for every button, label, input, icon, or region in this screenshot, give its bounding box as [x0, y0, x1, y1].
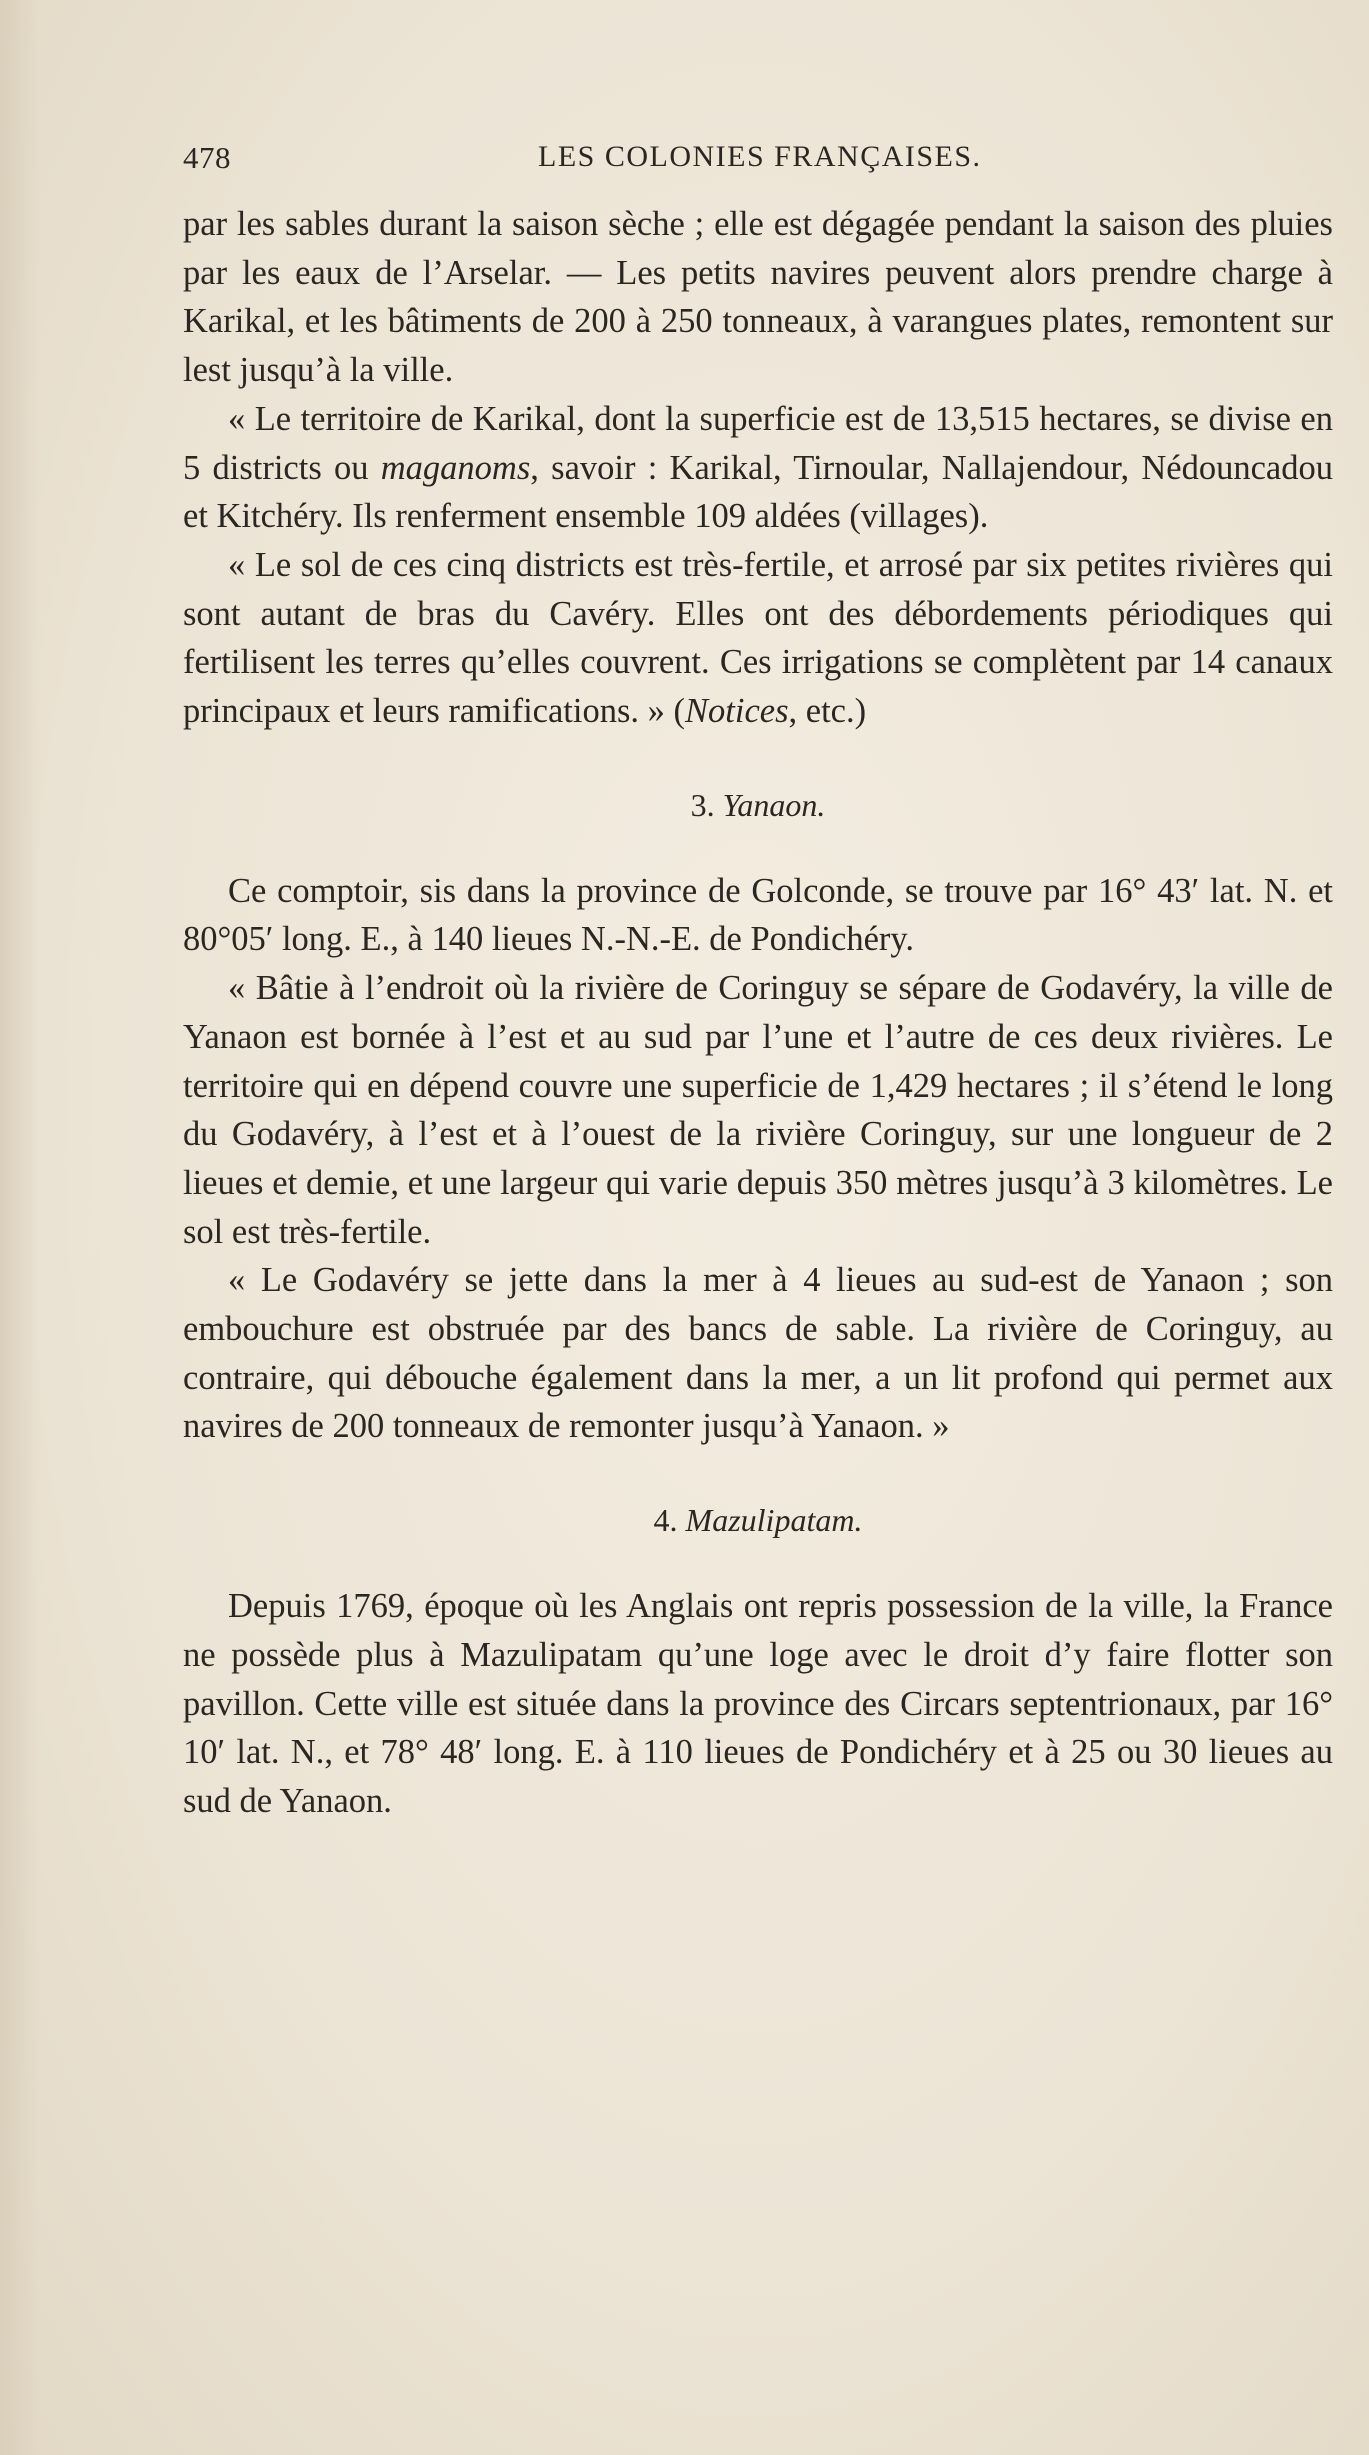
- section-4-number: 4.: [653, 1502, 686, 1539]
- section-heading-yanaon: [183, 781, 1333, 829]
- paragraph-6: « Le Godavéry se jette dans la mer à 4 lieues au sud-est de Yanaon ; son embouchure est obstruée par des bancs de sable. La rivière de Coringuy, au contraire, qui débouche également dans la mer, a un lit profond qui permet aux navires de 200 tonneaux de remonter jusqu’à Yanaon. »: [183, 1261, 1333, 1446]
- section-3-title: Yanaon.: [722, 786, 826, 823]
- body-text: [183, 200, 1333, 1826]
- running-title: LES COLONIES FRANÇAISES.: [538, 140, 982, 173]
- paragraph-2-part-b: , savoir : Karikal, Tirnoular, Nallajendour, Nédouncadou et Kitchéry. Ils renferment ensemble 109 aldées (villages).: [183, 448, 1333, 536]
- paragraph-3-italic: Notices: [685, 692, 789, 731]
- page-gutter-shadow: [0, 0, 40, 2455]
- paragraph-3-part-a: « Le sol de ces cinq districts est très-fertile, et arrosé par six petites rivières qui sont autant de bras du Cavéry. Elles ont des débordements périodiques qui fertilisent les terres qu’elles couvrent. Ces irrigations se complètent par 14 canaux principaux et leurs ramifications. » (: [183, 545, 1333, 731]
- paragraph-4: Ce comptoir, sis dans la province de Golconde, se trouve par 16° 43′ lat. N. et 80°05′ long. E., à 140 lieues N.-N.-E. de Pondichéry.: [183, 871, 1333, 959]
- paragraph-2-part-a: « Le territoire de Karikal, dont la superficie est de 13,515 hectares, se divise en 5 districts ou: [183, 399, 1333, 487]
- section-4-title: Mazulipatam.: [685, 1502, 863, 1539]
- paragraph-2: [183, 395, 1333, 541]
- paragraph-3: [183, 541, 1333, 736]
- page-number: 478: [183, 140, 231, 175]
- section-3-number: 3.: [690, 786, 723, 823]
- paragraph-1: par les sables durant la saison sèche ; elle est dégagée pendant la saison des pluies par les eaux de l’Arselar. — Les petits navires peuvent alors prendre charge à Karikal, et les bâtiments de 200 à 250 tonneaux, à varangues plates, remontent sur lest jusqu’à la ville.: [183, 205, 1333, 390]
- paragraph-3-part-b: , etc.): [788, 692, 867, 731]
- paragraph-2-italic: maganoms: [380, 448, 531, 487]
- section-heading-mazulipatam: [183, 1496, 1333, 1544]
- page-header: [183, 140, 1333, 190]
- paragraph-5: « Bâtie à l’endroit où la rivière de Coringuy se sépare de Godavéry, la ville de Yanaon est bornée à l’est et au sud par l’une et l’autre de ces deux rivières. Le territoire qui en dépend couvre une superficie de 1,429 hectares ; il s’étend le long du Godavéry, à l’est et à l’ouest de la rivière Coringuy, sur une longueur de 2 lieues et demie, et une largeur qui varie depuis 350 mètres jusqu’à 3 kilomètres. Le sol est très-fertile.: [183, 969, 1333, 1251]
- paragraph-7: Depuis 1769, époque où les Anglais ont repris possession de la ville, la France ne possède plus à Mazulipatam qu’une loge avec le droit d’y faire flotter son pavillon. Cette ville est située dans la province des Circars septentrionaux, par 16° 10′ lat. N., et 78° 48′ long. E. à 110 lieues de Pondichéry et à 25 ou 30 lieues au sud de Yanaon.: [183, 1587, 1333, 1820]
